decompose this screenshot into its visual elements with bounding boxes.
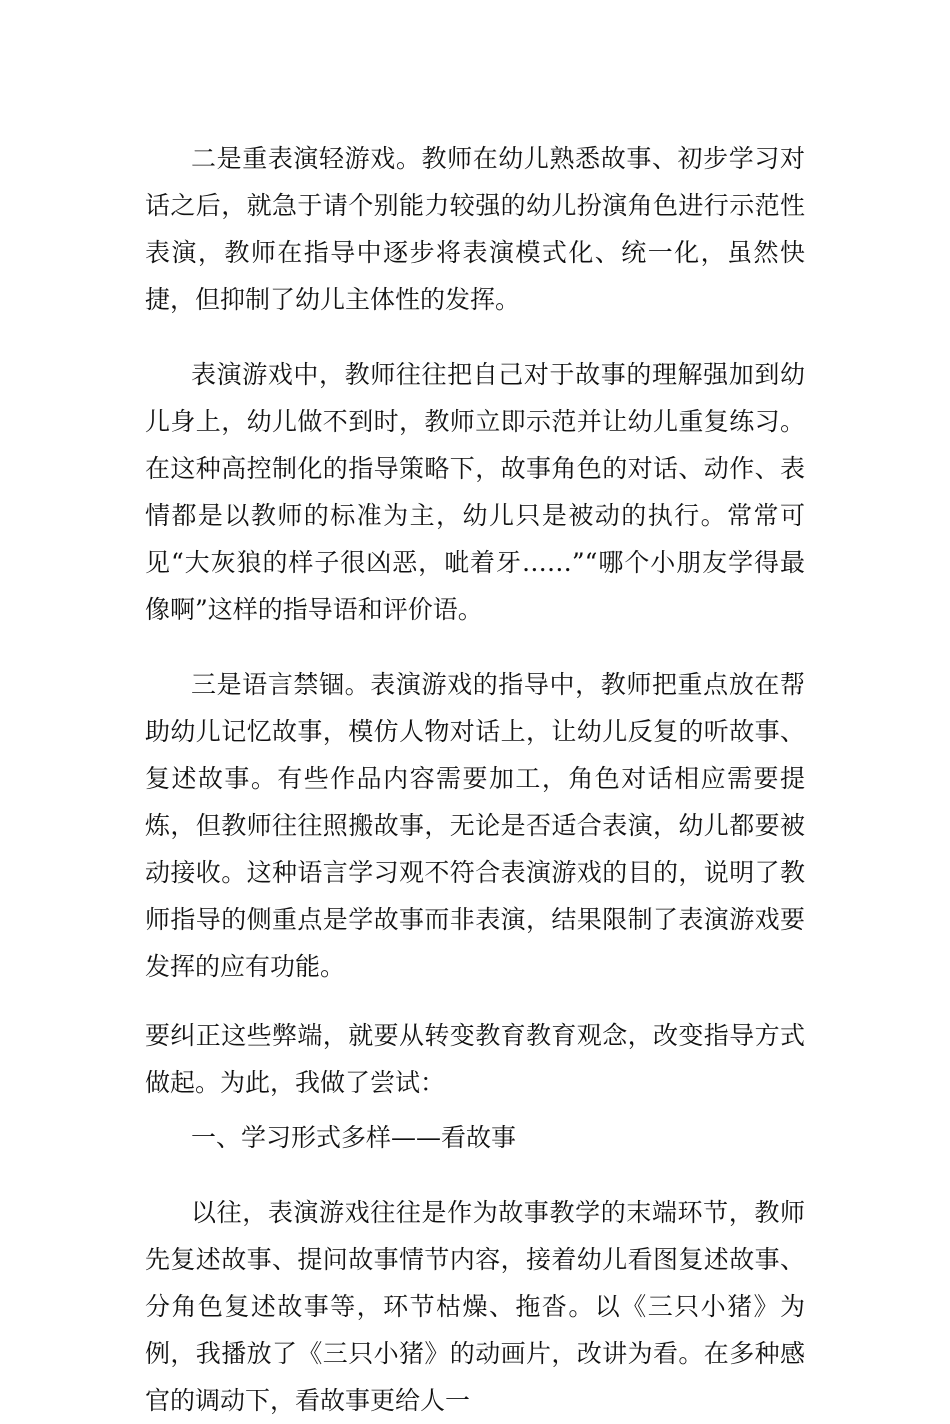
section-heading-watch-story: 一、学习形式多样——看故事 — [191, 1123, 517, 1152]
paragraph-performance-over-play: 二是重表演轻游戏。教师在幼儿熟悉故事、初步学习对话之后，就急于请个别能力较强的幼儿扮演角色进行示范性表演，教师在指导中逐步将表演模式化、统一化，虽然快捷，但抑制了幼儿主体性的发挥。 — [145, 144, 805, 314]
paragraph-watch-story-example: 以往，表演游戏往往是作为故事教学的末端环节，教师先复述故事、提问故事情节内容，接着幼儿看图复述故事、分角色复述故事等，环节枯燥、拖沓。以《三只小猪》为例，我播放了《三只小猪》的动画片，改讲为看。在多种感官的调动下，看故事更给人一 — [145, 1198, 805, 1415]
paragraph-teacher-control: 表演游戏中，教师往往把自己对于故事的理解强加到幼儿身上，幼儿做不到时，教师立即示范并让幼儿重复练习。在这种高控制化的指导策略下，故事角色的对话、动作、表情都是以教师的标准为主，幼儿只是被动的执行。常常可见“大灰狼的样子很凶恶，呲着牙……”“哪个小朋友学得最像啊”这样的指导语和评价语。 — [145, 360, 805, 624]
document-body — [145, 135, 805, 1424]
paragraph-correction-intro: 要纠正这些弊端，就要从转变教育教育观念，改变指导方式做起。为此，我做了尝试： — [145, 1021, 805, 1097]
paragraph-language-confinement: 三是语言禁锢。表演游戏的指导中，教师把重点放在帮助幼儿记忆故事，模仿人物对话上，让幼儿反复的听故事、复述故事。有些作品内容需要加工，角色对话相应需要提炼，但教师往往照搬故事，无论是否适合表演，幼儿都要被动接收。这种语言学习观不符合表演游戏的目的，说明了教师指导的侧重点是学故事而非表演，结果限制了表演游戏要发挥的应有功能。 — [145, 670, 805, 981]
